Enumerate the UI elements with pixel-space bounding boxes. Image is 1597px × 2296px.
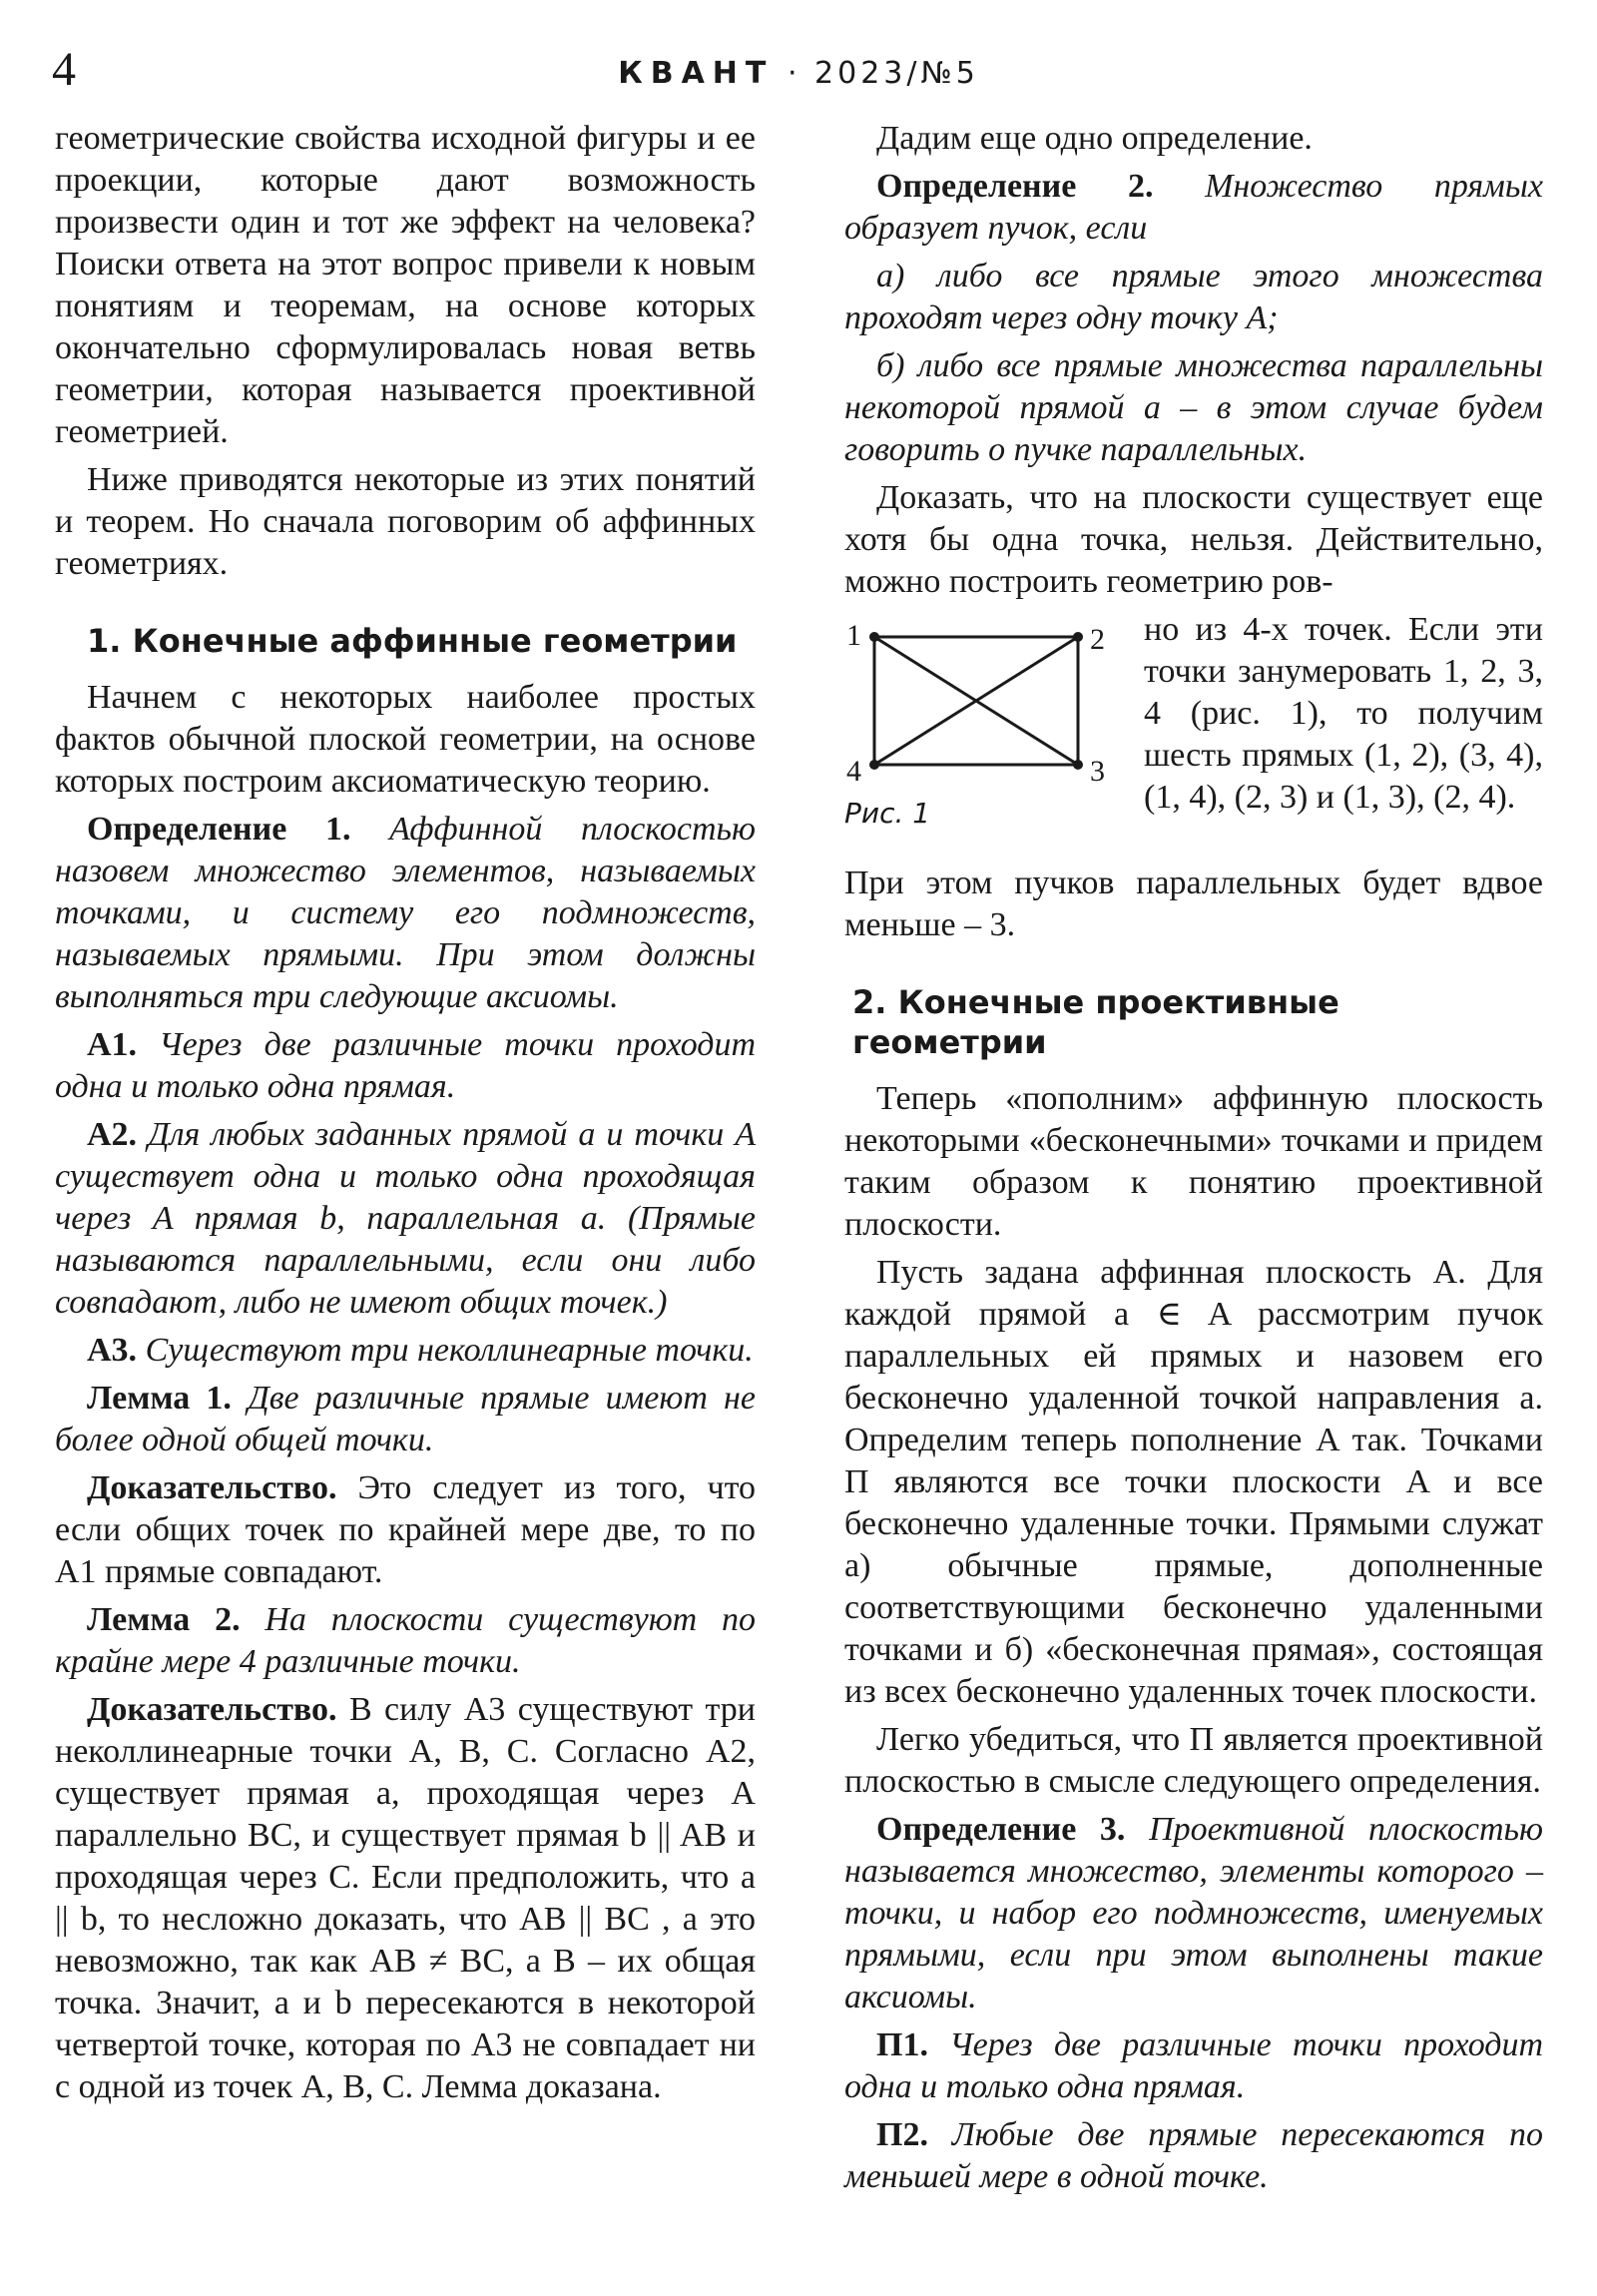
figure-1: [844, 609, 1543, 862]
figure-1-diagram: [844, 615, 1134, 795]
axiom-text: Через две различные точки проходит одна и только одна прямая.: [844, 2026, 1543, 2105]
axiom-text: Существуют три неколлинеарные точки.: [145, 1332, 754, 1369]
magazine-title: КВАНТ: [618, 56, 775, 91]
lemma-text: На плоскости существуют по крайне мере 4 различные точки.: [55, 1601, 757, 1680]
page-header: [0, 40, 1597, 120]
lemma-label: Лемма 1.: [87, 1380, 232, 1417]
section-title: 1. Конечные аффинные геометрии: [87, 622, 738, 660]
definition-label: Определение 3.: [876, 1811, 1126, 1848]
definition-label: Определение 2.: [876, 168, 1154, 205]
issue-number: 2023/№5: [814, 56, 979, 91]
definition-1: [55, 809, 756, 1018]
point-3: [1073, 760, 1083, 770]
definition-text: Аффинной плоскостью назовем множество элементов, называемых точками, и систему его подмножеств, называемых прямыми. При этом должны выполняться три следующие аксиомы.: [55, 811, 756, 1015]
running-head: [0, 56, 1597, 91]
definition-2-case-b: б) либо все прямые множества параллельны некоторой прямой a – в этом случае будем говорить о пучке параллельных.: [844, 347, 1543, 468]
figure-caption: Рис. 1: [844, 797, 931, 830]
definition-2-case-a: а) либо все прямые этого множества проходят через одну точку A;: [844, 258, 1543, 336]
paragraph: Начнем с некоторых наиболее простых фактов обычной плоской геометрии, на основе которых построим аксиоматическую теорию.: [55, 679, 756, 800]
proof-label: Доказательство.: [87, 1469, 337, 1506]
section-title: 2. Конечные проективные геометрии: [852, 983, 1339, 1061]
axiom-label: А3.: [87, 1332, 138, 1369]
axiom-label: А2.: [87, 1116, 138, 1153]
definition-label: Определение 1.: [87, 811, 351, 848]
axiom-label: А1.: [87, 1026, 138, 1063]
left-column: [55, 118, 756, 2114]
definition-2: [844, 166, 1543, 250]
paragraph: Доказать, что на плоскости существует еще хотя бы одна точка, нельзя. Действительно, можно построить геометрию ров-: [844, 479, 1543, 600]
paragraph: Теперь «пополним» аффинную плоскость некоторыми «бесконечными» точками и придем таким образом к понятию проективной плоскости.: [844, 1080, 1543, 1243]
definition-text: Множество прямых образует пучок, если: [844, 168, 1543, 247]
point-2: [1073, 632, 1083, 642]
axiom-a1: [55, 1024, 756, 1108]
paragraph: Дадим еще одно определение.: [876, 120, 1313, 157]
axiom-label: П2.: [876, 2116, 928, 2153]
figure-wrap-text: но из 4-х точек. Если эти точки занумеровать 1, 2, 3, 4 (рис. 1), то получим шесть прямых (1, 2), (3, 4), (1, 4), (2, 3) и (1, 3), (2, 4).: [1144, 611, 1543, 816]
proof-2: [55, 1689, 756, 2108]
axiom-text: Для любых заданных прямой a и точки A существует одна и только одна проходящая через A прямая b, параллельная a. (Прямые называются параллельными, если они либо совпадают, либо не имеют общих точек.): [55, 1116, 757, 1321]
definition-text: Проективной плоскостью называется множество, элементы которого – точки, и набор его подмножеств, именуемых прямыми, если при этом выполнены такие аксиомы.: [844, 1811, 1543, 2015]
proof-label: Доказательство.: [87, 1691, 337, 1728]
lemma-1: [55, 1378, 756, 1461]
point-label-2: 2: [1090, 623, 1105, 656]
paragraph: геометрические свойства исходной фигуры и ее проекции, которые дают возможность произвести один и тот же эффект на человека? Поиски ответа на этот вопрос привели к новым понятиям и теоремам, на основе которых окончательно сформулировалась новая ветвь геометрии, которая называется проективной геометрией.: [55, 120, 756, 450]
point-4: [869, 760, 879, 770]
axiom-text: Через две различные точки проходит одна и только одна прямая.: [55, 1026, 757, 1105]
paragraph: Легко убедиться, что П является проективной плоскостью в смысле следующего определения.: [844, 1721, 1543, 1800]
point-label-4: 4: [846, 755, 861, 788]
proof-text: Это следует из того, что если общих точек по крайней мере две, то по А1 прямые совпадают.: [55, 1469, 757, 1590]
proof-text: В силу А3 существуют три неколлинеарные точки A, B, C. Согласно А2, существует прямая a, проходящая через A параллельно BC, и существует прямая b || AB и проходящая через C. Если предположить, что a || b, то несложно доказать, что AB || BC , а это невозможно, так как AB ≠ BC, а B – их общая точка. Значит, a и b пересекаются в некоторой четвертой точке, которая по А3 не совпадает ни с одной из точек A, B, C. Лемма доказана.: [55, 1691, 756, 2105]
proof-1: [55, 1467, 756, 1593]
point-label-1: 1: [846, 619, 861, 652]
paragraph: Пусть задана аффинная плоскость A. Для каждой прямой a ∈ A рассмотрим пучок параллельных ей прямых и назовем его бесконечно удаленной точкой направления a. Определим теперь пополнение A так. Точками П являются все точки плоскости A и все бесконечно удаленные точки. Прямыми служат а) обычные прямые, дополненные соответствующими бесконечно удаленными точками и б) «бесконечная прямая», состоящая из всех бесконечно удаленных точек плоскости.: [844, 1254, 1543, 1710]
point-label-3: 3: [1090, 755, 1105, 788]
axiom-p1: [844, 2024, 1543, 2108]
lemma-label: Лемма 2.: [87, 1601, 241, 1638]
lemma-text: Две различные прямые имеют не более одной общей точки.: [55, 1380, 756, 1458]
paragraph: Ниже приводятся некоторые из этих понятий и теорем. Но сначала поговорим об аффинных геометриях.: [55, 461, 756, 582]
axiom-label: П1.: [876, 2026, 928, 2063]
header-separator: ·: [787, 56, 801, 91]
axiom-text: Любые две прямые пересекаются по меньшей мере в одной точке.: [844, 2116, 1544, 2195]
right-column: [844, 118, 1543, 2204]
axiom-p2: [844, 2114, 1543, 2198]
axiom-a2: [55, 1114, 756, 1324]
lemma-2: [55, 1599, 756, 1683]
definition-3: [844, 1809, 1543, 2018]
axiom-a3: [55, 1330, 756, 1372]
page-number: 4: [52, 43, 76, 96]
paragraph: При этом пучков параллельных будет вдвое меньше – 3.: [844, 864, 1543, 943]
point-1: [869, 632, 879, 642]
